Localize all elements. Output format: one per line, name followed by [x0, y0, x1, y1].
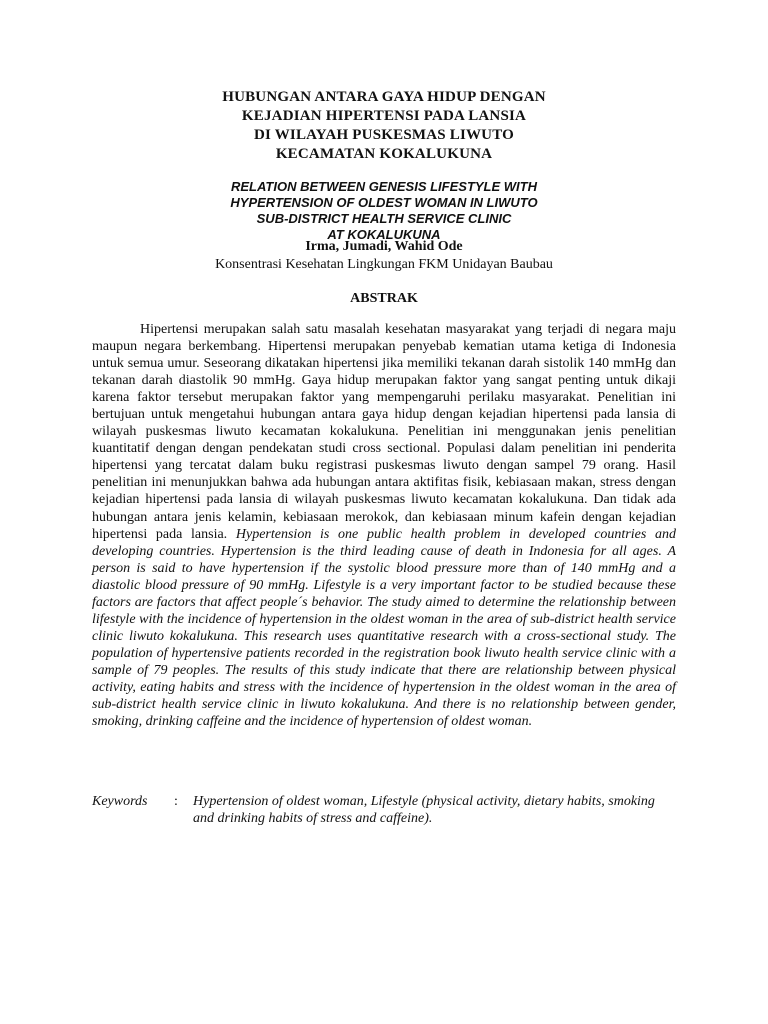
title-line: KECAMATAN KOKALUKUNA [275, 146, 493, 162]
english-title [0, 179, 768, 243]
title-line: HUBUNGAN ANTARA GAYA HIDUP DENGAN [222, 89, 546, 105]
title-line: HYPERTENSION OF OLDEST WOMAN IN LIWUTO [230, 195, 538, 210]
affiliation: Konsentrasi Kesehatan Lingkungan FKM Unidayan Baubau [215, 257, 553, 272]
abstract-indonesian: Hipertensi merupakan salah satu masalah kesehatan masyarakat yang terjadi di negara maju maupun negara berkembang. Hipertensi merupakan penyebab kematian utama ketiga di Indonesia untuk semua umur. Seseorang dikatakan hipertensi jika memiliki tekanan darah sistolik 140 mmHg dan tekanan darah diastolik 90 mmHg. Gaya hidup merupakan faktor yang sangat penting untuk dikaji karena faktor tersebut merupakan faktor yang mempengaruhi perilaku masyarakat. Penelitian ini bertujuan untuk mengetahui hubungan antara gaya hidup dengan kejadian hipertensi pada lansia di wilayah puskesmas liwuto kecamatan kokalukuna. Penelitian ini menggunakan jenis penelitian kuantitatif dengan dengan pendekatan studi cross sectional. Populasi dalam penelitian ini penderita hipertensi yang tercatat dalam buku registrasi puskesmas liwuto dengan sampel 79 orang. Hasil penelitian ini menunjukkan bahwa ada hubungan antara aktifitas fisik, kebiasaan makan, stress dengan kejadian hipertensi pada lansia di wilayah puskesmas liwuto kecamatan kokalukuna. Dan tidak ada hubungan antara jenis kelamin, kebiasaan merokok, dan kebiasaan minum kafein dengan kejadian hipertensi pada lansia. [92, 322, 676, 542]
abstract-english: Hypertension is one public health problem in developed countries and developing countries. Hypertension is the third leading cause of death in Indonesia for all ages. A person is said to have hypertension if the systolic blood pressure more than of 140 mmHg and a diastolic blood pressure of 90 mmHg. Lifestyle is a very important factor to be studied because these factors are factors that affect people´s behavior. The study aimed to determine the relationship between lifestyle with the incidence of hypertension in the oldest woman in the area of sub-district health service clinic liwuto kokalukuna. This research uses quantitative research with a cross-sectional study. The population of hypertensive patients recorded in the registration book liwuto health service clinic with a sample of 79 peoples. The results of this study indicate that there are relationship between physical activity, eating habits and stress with the incidence of hypertension in the oldest woman in the area of sub-district health service clinic in liwuto kokalukuna. And there is no relationship between gender, smoking, drinking caffeine and the incidence of hypertension of oldest woman. [92, 526, 676, 730]
authors: Irma, Jumadi, Wahid Ode [305, 239, 463, 254]
abstract-body [92, 321, 676, 730]
title-line: KEJADIAN HIPERTENSI PADA LANSIA [241, 108, 527, 124]
keywords-colon: : [174, 794, 178, 809]
abstract-heading: ABSTRAK [350, 291, 418, 306]
keywords-label: Keywords [92, 794, 148, 809]
keywords-text: Hypertension of oldest woman, Lifestyle (physical activity, dietary habits, smoking and drinking habits of stress and caffeine). [193, 794, 655, 826]
title-line: DI WILAYAH PUSKESMAS LIWUTO [253, 127, 515, 143]
title-line: AT KOKALUKUNA [327, 227, 441, 242]
indonesian-title [0, 88, 768, 164]
title-line: SUB-DISTRICT HEALTH SERVICE CLINIC [256, 211, 512, 226]
title-line: RELATION BETWEEN GENESIS LIFESTYLE WITH [231, 179, 537, 194]
